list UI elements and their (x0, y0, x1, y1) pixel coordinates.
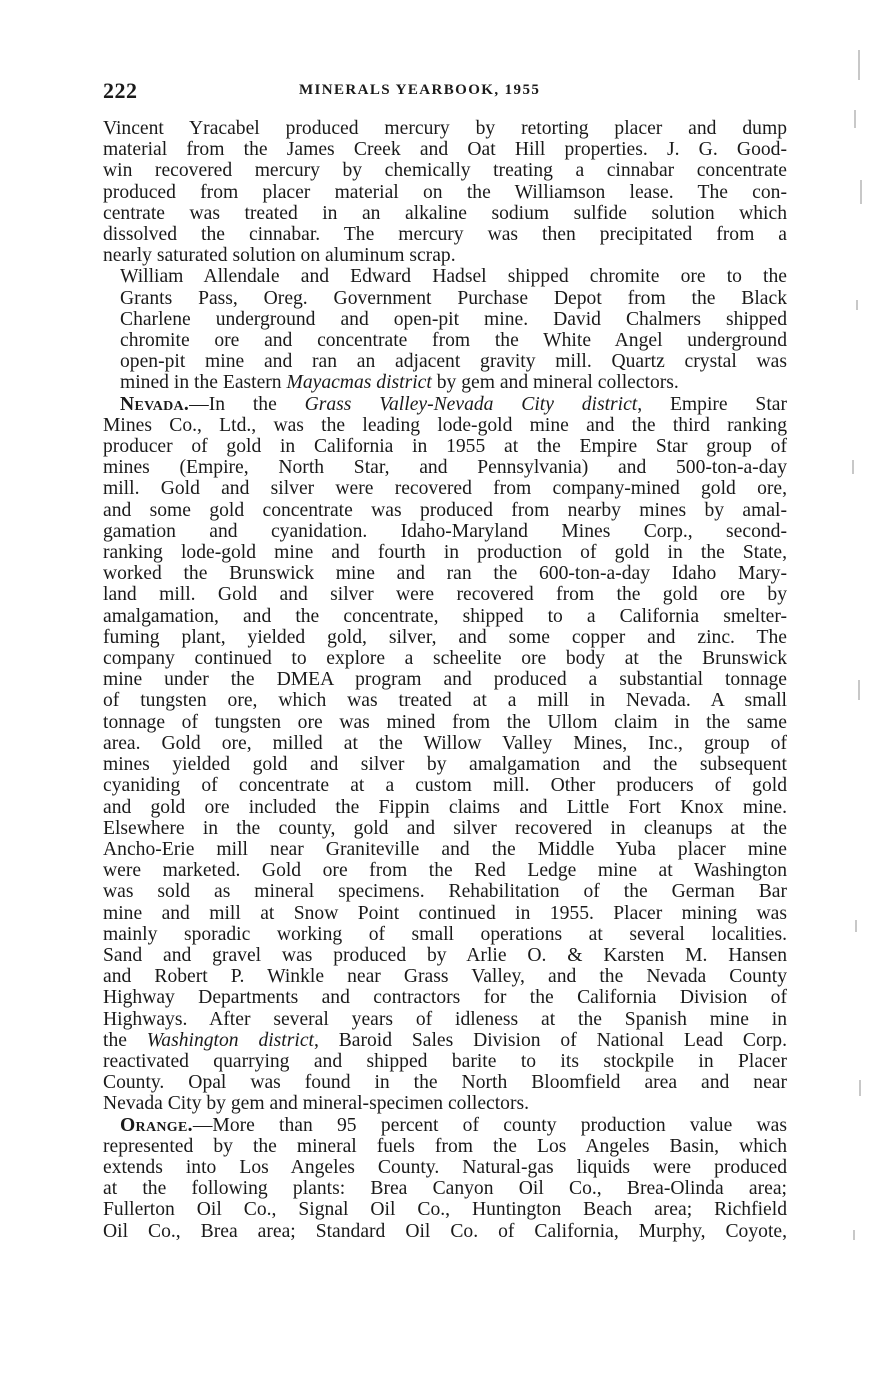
text-line: mined in the Eastern Mayacmas district by gem and mineral collectors. (120, 372, 679, 394)
text-line: Mines Co., Ltd., was the leading lode-gold mine and the third ranking (103, 414, 787, 436)
text-line: Nevada.—In the Grass Valley-Nevada City district, Empire Star (120, 393, 787, 415)
text-line: Grants Pass, Oreg. Government Purchase Depot from the Black (120, 287, 787, 309)
text-line: Ancho-Erie mill near Graniteville and the Middle Yuba placer mine (103, 838, 787, 860)
paragraph-nevada (103, 394, 787, 1115)
text-line: worked the Brunswick mine and ran the 600-ton-a-day Idaho Mary- (103, 563, 787, 585)
text-line: fuming plant, yielded gold, silver, and some copper and zinc. The (103, 626, 787, 648)
text-line: Vincent Yracabel produced mercury by retorting placer and dump (103, 118, 787, 139)
text-line: material from the James Creek and Oat Hill properties. J. G. Good- (103, 139, 787, 161)
text-line: producer of gold in California in 1955 at the Empire Star group of (103, 436, 787, 458)
text-line: win recovered mercury by chemically treating a cinnabar concentrate (103, 160, 787, 182)
text-line: Highway Departments and contractors for the California Division of (103, 987, 787, 1009)
text-line: gamation and cyanidation. Idaho-Maryland Mines Corp., second- (103, 520, 787, 542)
text-line: Oil Co., Brea area; Standard Oil Co. of California, Murphy, Coyote, (103, 1220, 787, 1242)
text-line: mines yielded gold and silver by amalgamation and the subsequent (103, 754, 787, 776)
text-line: land mill. Gold and silver were recovered from the gold ore by (103, 584, 787, 606)
text-line: Charlene underground and open-pit mine. David Chalmers shipped (120, 308, 787, 330)
district-name: Grass Valley-Nevada City district (304, 393, 638, 415)
text-line: mainly sporadic working of small operations at several localities. (103, 923, 787, 945)
text-line: County. Opal was found in the North Bloomfield area and near (103, 1072, 787, 1094)
text-line: at the following plants: Brea Canyon Oil Co., Brea-Olinda area; (103, 1178, 787, 1200)
text-line: cyaniding of concentrate at a custom mill. Other producers of gold (103, 775, 787, 797)
paragraph-orange (103, 1115, 787, 1242)
text-line: Fullerton Oil Co., Signal Oil Co., Huntington Beach area; Richfield (103, 1199, 787, 1221)
text-line: open-pit mine and ran an adjacent gravity mill. Quartz crystal was (120, 351, 787, 373)
text-line: mine and mill at Snow Point continued in 1955. Placer mining was (103, 902, 787, 924)
district-name: Mayacmas district (286, 372, 432, 394)
text-line: tonnage of tungsten ore was mined from the Ullom claim in the same (103, 711, 787, 733)
text-line: mines (Empire, North Star, and Pennsylvania) and 500-ton-a-day (103, 457, 787, 479)
county-heading: Nevada. (120, 393, 190, 415)
text-line: Elsewhere in the county, gold and silver recovered in cleanups at the (103, 817, 787, 839)
text-line: Highways. After several years of idleness at the Spanish mine in (103, 1008, 787, 1030)
text-line: Sand and gravel was produced by Arlie O. & Karsten M. Hansen (103, 944, 787, 966)
body-text (103, 118, 787, 1242)
paragraph-chromite (103, 266, 787, 393)
text-line: company continued to explore a scheelite ore body at the Brunswick (103, 648, 787, 670)
page-header (103, 78, 783, 108)
county-heading: Orange. (120, 1114, 193, 1136)
text-line: dissolved the cinnabar. The mercury was then precipitated from a (103, 224, 787, 246)
text-line: were marketed. Gold ore from the Red Ledge mine at Washington (103, 860, 787, 882)
text-line: centrate was treated in an alkaline sodium sulfide solution which (103, 202, 787, 224)
text-line: mill. Gold and silver were recovered from company-mined gold ore, (103, 478, 787, 500)
text-line: extends into Los Angeles County. Natural-gas liquids were produced (103, 1156, 787, 1178)
text-line: Orange.—More than 95 percent of county production value was (120, 1114, 787, 1136)
text-line: the Washington district, Baroid Sales Division of National Lead Corp. (103, 1029, 787, 1051)
paragraph-mercury (103, 118, 787, 266)
text-line: mine under the DMEA program and produced a substantial tonnage (103, 669, 787, 691)
text-line: chromite ore and concentrate from the White Angel underground (120, 330, 787, 352)
text-line: was sold as mineral specimens. Rehabilitation of the German Bar (103, 881, 787, 903)
running-title: MINERALS YEARBOOK, 1955 (299, 82, 541, 98)
scan-edge-marks (846, 40, 868, 1340)
text-line: and gold ore included the Fippin claims and Little Fort Knox mine. (103, 796, 787, 818)
text-line: amalgamation, and the concentrate, shipped to a California smelter- (103, 605, 787, 627)
text-line: of tungsten ore, which was treated at a mill in Nevada. A small (103, 690, 787, 712)
district-name: Washington district (146, 1029, 314, 1051)
text-line: and some gold concentrate was produced from nearby mines by amal- (103, 499, 787, 521)
text-line: area. Gold ore, milled at the Willow Valley Mines, Inc., group of (103, 732, 787, 754)
text-line: represented by the mineral fuels from the Los Angeles Basin, which (103, 1135, 787, 1157)
text-line: nearly saturated solution on aluminum scrap. (103, 245, 456, 267)
text-line: reactivated quarrying and shipped barite to its stockpile in Placer (103, 1050, 787, 1072)
page-number: 222 (103, 78, 138, 103)
text-line: William Allendale and Edward Hadsel shipped chromite ore to the (120, 266, 787, 288)
text-line: and Robert P. Winkle near Grass Valley, and the Nevada County (103, 966, 787, 988)
text-line: ranking lode-gold mine and fourth in production of gold in the State, (103, 542, 787, 564)
text-line: produced from placer material on the Williamson lease. The con- (103, 181, 787, 203)
text-line: Nevada City by gem and mineral-specimen collectors. (103, 1093, 530, 1115)
